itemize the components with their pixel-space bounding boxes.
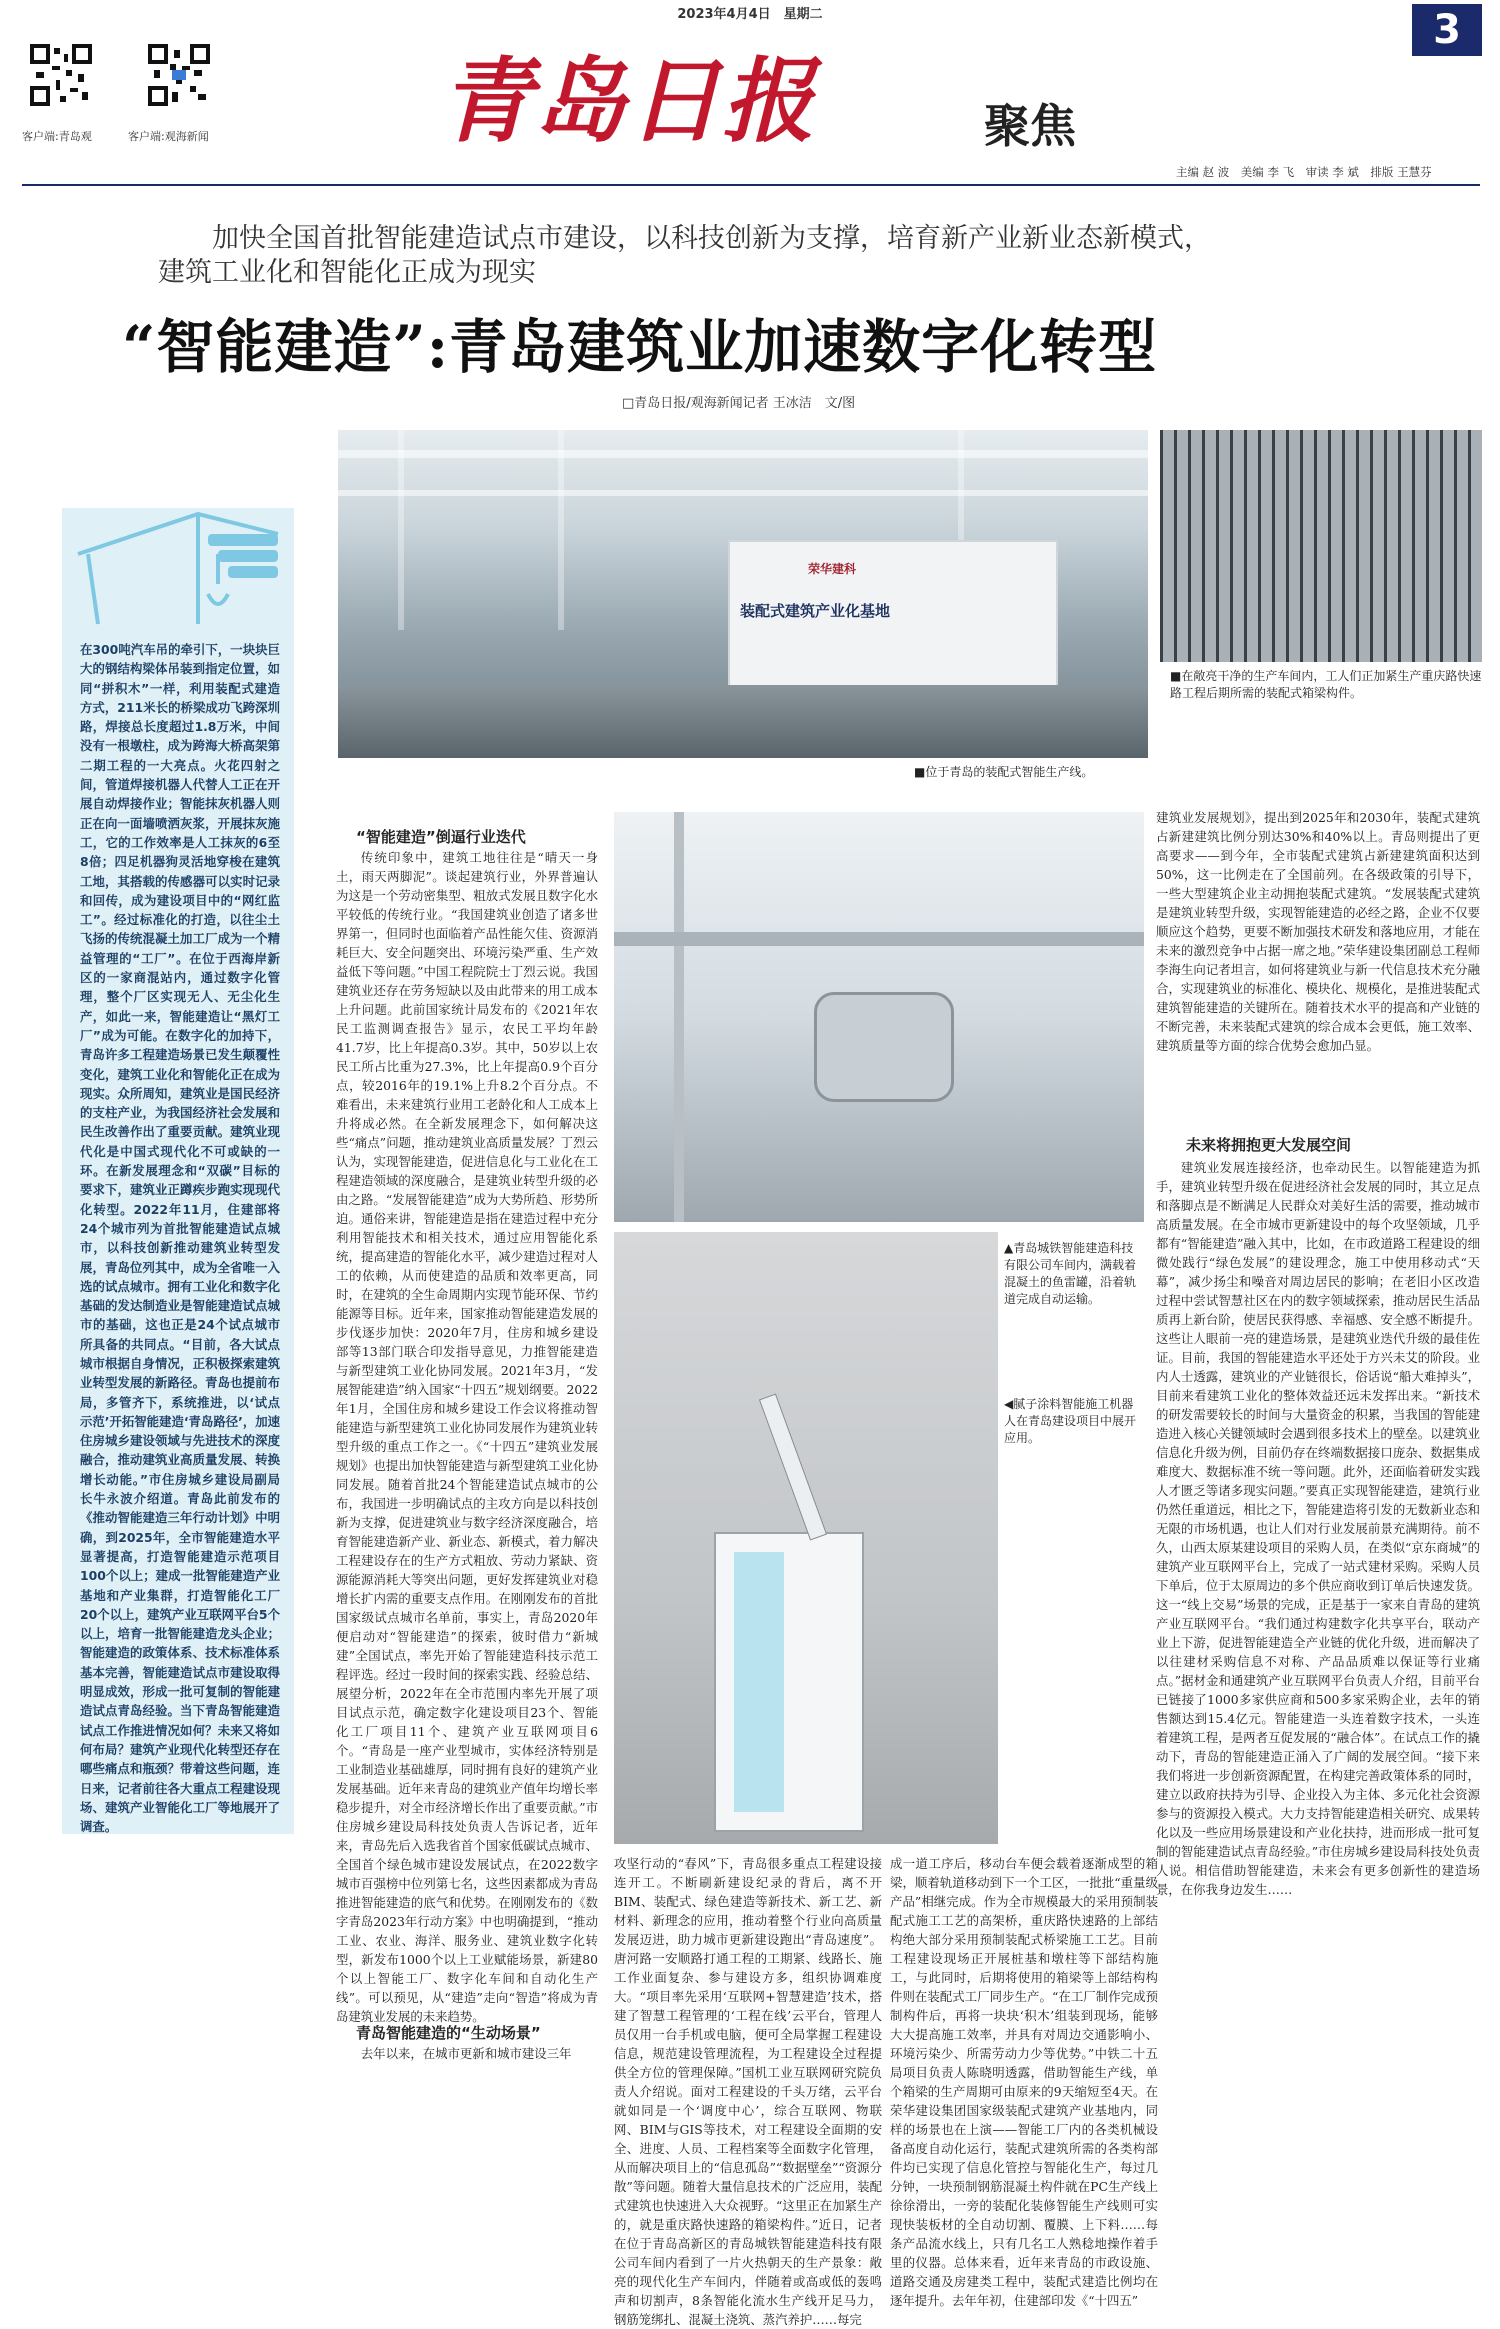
editor-credits: 主编 赵 波 美编 李 飞 审读 李 斌 排版 王慧芬 [1176, 165, 1432, 179]
sidebar-text: 在300吨汽车吊的牵引下，一块块巨大的钢结构梁体吊装到指定位置，如同“拼积木”一样，利用装配式建造方式，211米长的桥梁成功飞跨深圳路，焊接总长度超过1.8万米，中间没有一根墩柱，成为跨海大桥高架第二期工程的一大亮点。火花四射之间，管道焊接机器人代替人工正在开展自动焊接作业；智能抹灰机器人则正在向一面墙喷洒灰浆，开展抹灰施工，它的工作效率是人工抹灰的6至8倍；四足机器狗灵活地穿梭在建筑工地，其搭载的传感器可以实时记录和回传，成为建设项目中的“网红监工”。经过标准化的打造，以往尘土飞扬的传统混凝土加工厂成为一个精益管理的“工厂”。在位于西海岸新区的一家商混站内，通过数字化管理，整个厂区实现无人、无尘化生产，如此一来，智能建造让“黑灯工厂”成为可能。在数字化的加持下，青岛许多工程建造场景已发生颠覆性变化，建筑工业化和智能化正在成为现实。众所周知，建筑业是国民经济的支柱产业，为我国经济社会发展和民生改善作出了重要贡献。建筑业现代化是中国式现代化不可或缺的一环。在新发展理念和“双碳”目标的要求下，建筑业正蹲疾步跑实现现代化转型。2022年11月，住建部将24个城市列为首批智能建造试点城市，以科技创新推动建筑业转型发展，青岛位列其中，成为全省唯一入选的试点城市。拥有工业化和数字化基础的发达制造业是智能建造试点城市的基础，这也正是24个试点城市所具备的共同点。“目前，各大试点城市根据自身情况，正积极探索建筑业转型发展的新路径。青岛也提前布局，多管齐下，系统推进，以‘试点示范’开拓智能建造‘青岛路径’，加速住房城乡建设领域与先进技术的深度融合，推动建筑业高质量发展、转换增长动能。”市住房城乡建设局副局长牛永波介绍道。青岛此前发布的《推动智能建造三年行动计划》中明确，到2025年，全市智能建造水平显著提高，打造智能建造示范项目100个以上；建成一批智能建造产业基地和产业集群，打造智能化工厂20个以上，建筑产业互联网平台5个以上，培育一批智能建造龙头企业；智能建造的政策体系、技术标准体系基本完善，智能建造试点市建设取得明显成效，形成一批可复制的智能建造试点青岛经验。当下青岛智能建造试点工作推进情况如何？未来又将如何布局？建筑产业现代化转型还存在哪些痛点和瓶颈？带着这些问题，连日来，记者前往各大重点工程建设现场、建筑产业智能化工厂等地展开了调查。 [80, 642, 280, 1835]
headline: “智能建造”:青岛建筑业加速数字化转型 [122, 313, 1158, 381]
subtitle-line2: 建筑工业化和智能化正成为现实 [158, 257, 536, 288]
qr-code-left [30, 44, 92, 110]
col4-heading: 未来将拥抱更大发展空间 [1186, 1136, 1352, 1154]
caption-mid-photo1: ▲青岛城铁智能建造科技有限公司车间内，满载着混凝土的鱼雷罐，沿着轨道完成自动运输。 [1004, 1241, 1137, 1306]
crane-icon [68, 494, 288, 634]
qr-icon [30, 44, 92, 106]
col1-heading2: 青岛智能建造的“生动场景” [356, 2024, 541, 2042]
caption-main-photo: ■位于青岛的装配式智能生产线。 [914, 765, 1094, 779]
col1-heading: “智能建造”倒逼行业迭代 [356, 828, 526, 846]
byline: □青岛日报/观海新闻记者 王冰洁 文/图 [622, 396, 856, 411]
qr-code-right [148, 44, 210, 110]
mid-photo-robot [614, 1232, 998, 1844]
right-photo [1160, 430, 1482, 662]
col1-text: 传统印象中，建筑工地往往是“晴天一身土，雨天两脚泥”。谈起建筑行业，外界普遍认为这是一个劳动密集型、粗放式发展且数字化水平较低的传统行业。“我国建筑业创造了诸多世界第一，但同时也面临着产品性能欠佳、资源消耗巨大、安全问题突出、环境污染严重、生产效益低下等问题。”中国工程院院士丁烈云说。我国建筑业还存在劳务短缺以及由此带来的用工成本上升问题。此前国家统计局发布的《2021年农民工监测调查报告》显示，农民工平均年龄41.7岁，比上年提高0.3岁。其中，50岁以上农民工所占比重为27.3%，比上年提高0.9个百分点，较2016年的19.1%上升8.2个百分点。不难看出，未来建筑行业用工老龄化和人工成本上升将成必然。在全新发展理念下，如何解决这些“痛点”问题，推动建筑业高质量发展？丁烈云认为，实现智能建造，促进信息化与工业化在工程建造领域的深度融合，是建筑业转型升级的必由之路。“发展智能建造”成为大势所趋、形势所迫。通俗来讲，智能建造是指在建造过程中充分利用智能技术和相关技术，通过应用智能化系统，提高建造的智能化水平，减少建造过程对人工的依赖，从而使建造的品质和效率更高，同时，在建筑的全生命周期内实现节能环保、节约能源等目标。近年来，国家推动智能建造发展的步伐逐步加快：2020年7月，住房和城乡建设部等13部门联合印发指导意见，力推智能建造与新型建筑工业化协同发展。2021年3月，“发展智能建造”纳入国家“十四五”规划纲要。2022年1月，全国住房和城乡建设工作会议将推动智能建造与新型建筑工业化协同发展作为建筑业转型升级的重点工作之一。《“十四五”建筑业发展规划》也提出加快智能建造与新型建筑工业化协同发展。随着首批24个智能建造试点城市的公布，我国进一步明确试点的主攻方向是以科技创新为支撑，促进建筑业与数字经济深度融合，培育智能建造新产业、新业态、新模式，着力解决工程建设存在的生产方式粗放、劳动力紧缺、资源能源消耗大等突出问题，更好发挥建筑业对稳增长扩内需的重要支点作用。在刚刚发布的首批国家级试点城市名单前，事实上，青岛2020年便启动对“智能建造”的探索，彼时借力“新城建”全国试点，率先开始了智能建造科技示范工程评选。经过一段时间的探索实践、经验总结、展望分析，2022年在全市范围内率先开展了项目试点示范，确定数字化建设项目23个、智能化工厂项目11个、建筑产业互联网项目6个。“青岛是一座产业型城市，实体经济特别是工业制造业基础雄厚，同时拥有良好的建筑产业发展基础。近年来青岛的建筑业产值年均增长率稳步提升，对全市经济增长作出了重要贡献。”市住房城乡建设局科技处负责人告诉记者，近年来，青岛先后入选我省首个国家低碳试点城市、全国首个绿色城市建设发展试点，在2022数字城市百强榜中位列第七名，这些因素都成为青岛推进智能建造的底气和优势。在刚刚发布的《数字青岛2023年行动方案》中也明确提到，“推动工业、农业、海洋、服务业、建筑业数字化转型，新发布1000个以上工业赋能场景，新建80个以上智能工厂、数字化车间和自动化生产线”。可以预见，从“建造”走向“智造”将成为青岛建筑业发展的未来趋势。 [336, 850, 598, 2024]
section-title: 聚焦 [984, 99, 1076, 153]
col4-text2: 建筑业发展连接经济，也牵动民生。以智能建造为抓手，建筑业转型升级在促进经济社会发展的同时，其立足点和落脚点是不断满足人民群众对美好生活的需要，推动城市高质量发展。在全市城市更新建设中的每个攻坚领域，几乎都有“智能建造”融入其中，比如，在市政道路工程建设的细微处践行“绿色发展”的建设理念，施工中使用移动式“天幕”，减少扬尘和噪音对周边居民的影响；在老旧小区改造过程中尝试智慧社区在内的数字领域探索，推动居民生活品质再上新台阶，使居民获得感、幸福感、安全感不断提升。这些让人眼前一亮的建造场景，是建筑业迭代升级的最佳佐证。目前，我国的智能建造水平还处于方兴未艾的阶段。业内人士透露，建筑业的产业链很长，俗话说“船大难掉头”，目前来看建筑工业化的整体效益还远未发挥出来。“新技术的研发需要较长的时间与大量资金的积累，当我国的智能建造进入核心关键领域时会遇到很多技术上的壁垒。以建筑业信息化升级为例，目前仍存在终端数据接口庞杂、数据集成难度大、数据标准不统一等问题。此外，还面临着研发实践人才匮乏等诸多现实问题。”要真正实现智能建造，建筑行业仍然任重道远，相比之下，智能建造将引发的无数新业态和无限的市场机遇，也让人们对行业发展前景充满期待。前不久，山西太原某建设项目的采购人员，在类似“京东商城”的建筑产业互联网平台上，完成了一站式建材采购。采购人员下单后，位于太原周边的多个供应商收到订单后快速发货。这一“线上交易”场景的完成，正是基于一家来自青岛的建筑产业互联网平台。“我们通过构建数字化共享平台，联动产业上下游，促进智能建造全产业链的优化升级，进而解决了以往建材采购信息不对称、产品品质难以保证等行业痛点。”据材金和通建筑产业互联网平台负责人介绍，目前平台已链接了1000多家供应商和500多家采购企业，去年的销售额达到15.4亿元。智能建造一头连着数字技术，一头连着建筑工程，是两者互促发展的“融合体”。在试点工作的撬动下，青岛的智能建造正涌入了广阔的发展空间。“接下来我们将进一步创新资源配置，在构建完善政策体系的同时，建立以政府扶持为引导、企业投入为主体、多元化社会资源参与的资源投入模式。大力支持智能建造相关研究、成果转化以及一些应用场景建设和产业化扶持，进而形成一批可复制的智能建造试点青岛经验。”市住房城乡建设局科技处负责人说。相信借助智能建造，未来会有更多创新性的建造场景，在你我身边发生…… [1156, 1160, 1480, 1897]
col4-text: 建筑业发展规划》，提出到2025年和2030年，装配式建筑占新建建筑比例分别达30%和40%以上。青岛则提出了更高要求——到今年，全市装配式建筑占新建建筑面积达到50%，这一比例走在了全国前列。在各级政策的引导下，一些大型建筑企业主动拥抱装配式建筑。“发展装配式建筑是建筑业转型升级，实现智能建造的必经之路，企业不仅要顺应这个趋势，更要不断加强技术研发和落地应用，才能在未来的激烈竞争中占据一席之地。”荣华建设集团副总工程师李海生向记者坦言，如何将建筑业与新一代信息技术充分融合，实现建筑业的标准化、模块化、规模化，是推进装配式建筑智能建造的关键所在。随着技术水平的提高和产业链的不断完善，未来装配式建筑的综合成本会更低，施工效率、建筑质量等方面的综合优势会愈加凸显。 [1156, 810, 1480, 1053]
qr-icon [148, 44, 210, 106]
subtitle-line1: 加快全国首批智能建造试点市建设，以科技创新为支撑，培育新产业新业态新模式， [212, 223, 1211, 254]
photo-brand-sign: 荣华建科 [808, 562, 857, 576]
col1-text2: 去年以来，在城市更新和城市建设三年 [360, 2046, 572, 2061]
header-rule [22, 184, 1480, 186]
photo-banner-sign: 装配式建筑产业化基地 [740, 602, 891, 620]
page-number: 3 [1412, 4, 1482, 56]
issue-date: 2023年4月4日 星期二 [677, 7, 823, 22]
col2-text: 攻坚行动的“春风”下，青岛很多重点工程建设接连开工。不断刷新建设纪录的背后，离不开BIM、装配式、绿色建造等新技术、新工艺、新材料、新理念的应用，推动着整个行业向高质量发展迈进，助力城市更新建设跑出“青岛速度”。唐河路一安顺路打通工程的工期紧、线路长、施工作业面复杂、参与建设方多，组织协调难度大。“项目率先采用‘互联网+智慧建造’技术，搭建了智慧工程管理的‘工程在线’云平台，管理人员仅用一台手机或电脑，便可全局掌握工程建设信息，规范建设管理流程，为工程建设全过程提供全方位的管理保障。”国机工业互联网研究院负责人介绍说。面对工程建设的千头万绪，云平台就如同是一个‘调度中心’，综合互联网、物联网、BIM与GIS等技术，对工程建设全面期的安全、进度、人员、工程档案等全面数字化管理，从而解决项目上的“信息孤岛”“数据壁垒”“资源分散”等问题。随着大量信息技术的广泛应用，装配式建筑也快速进入大众视野。“这里正在加紧生产的，就是重庆路快速路的箱梁构件。”近日，记者在位于青岛高新区的青岛城铁智能建造科技有限公司车间内看到了一片火热朝天的生产景象：敞亮的现代化生产车间内，伴随着或高或低的轰鸣声和切割声，8条智能化流水生产线开足马力，钢筋笼绑扎、混凝土浇筑、蒸汽养护……每完 [614, 1856, 882, 2327]
col3-text: 成一道工序后，移动台车便会载着逐渐成型的箱梁，顺着轨道移动到下一个工区，一批批“重量级产品”相继完成。作为全市规模最大的采用预制装配式施工工艺的高架桥，重庆路快速路的上部结构绝大部分采用预制装配式桥梁施工工艺。目前工程建设现场正开展桩基和墩柱等下部结构施工，与此同时，后期将使用的箱梁等上部结构构件则在装配式工厂同步生产。“在工厂制作完成预制构件后，再将一块块‘积木’组装到现场，能够大大提高施工效率，并具有对周边交通影响小、环境污染少、所需劳动力少等优势。”中铁二十五局项目负责人陈晓明透露，借助智能生产线，单个箱梁的生产周期可由原来的9天缩短至4天。在荣华建设集团国家级装配式建筑产业基地内，同样的场景也在上演——智能工厂内的各类机械设备高度自动化运行，装配式建筑所需的各类构部件均已实现了信息化管控与智能化生产，每过几分钟，一块预制钢筋混凝土构件就在PC生产线上徐徐滑出，一旁的装配化装修智能生产线则可实现快装板材的全自动切割、覆膜、上下料……每条产品流水线上，只有几名工人熟稔地操作着手里的仪器。总体来看，近年来青岛的市政设施、道路交通及房建类工程中，装配式建造比例均在逐年提升。去年年初，住建部印发《“十四五” [890, 1856, 1158, 2308]
mid-photo-rail [614, 812, 1144, 1222]
caption-right-photo: ■在敞亮干净的生产车间内，工人们正加紧生产重庆路快速路工程后期所需的装配式箱梁构件。 [1170, 669, 1482, 700]
qr-right-caption: 客户端:观海新闻 [128, 130, 209, 143]
qr-left-caption: 客户端:青岛观 [22, 130, 92, 143]
main-photo [338, 430, 1148, 758]
masthead: 青岛日报 [440, 47, 817, 155]
caption-mid-photo2: ◀腻子涂料智能施工机器人在青岛建设项目中展开应用。 [1004, 1397, 1137, 1445]
